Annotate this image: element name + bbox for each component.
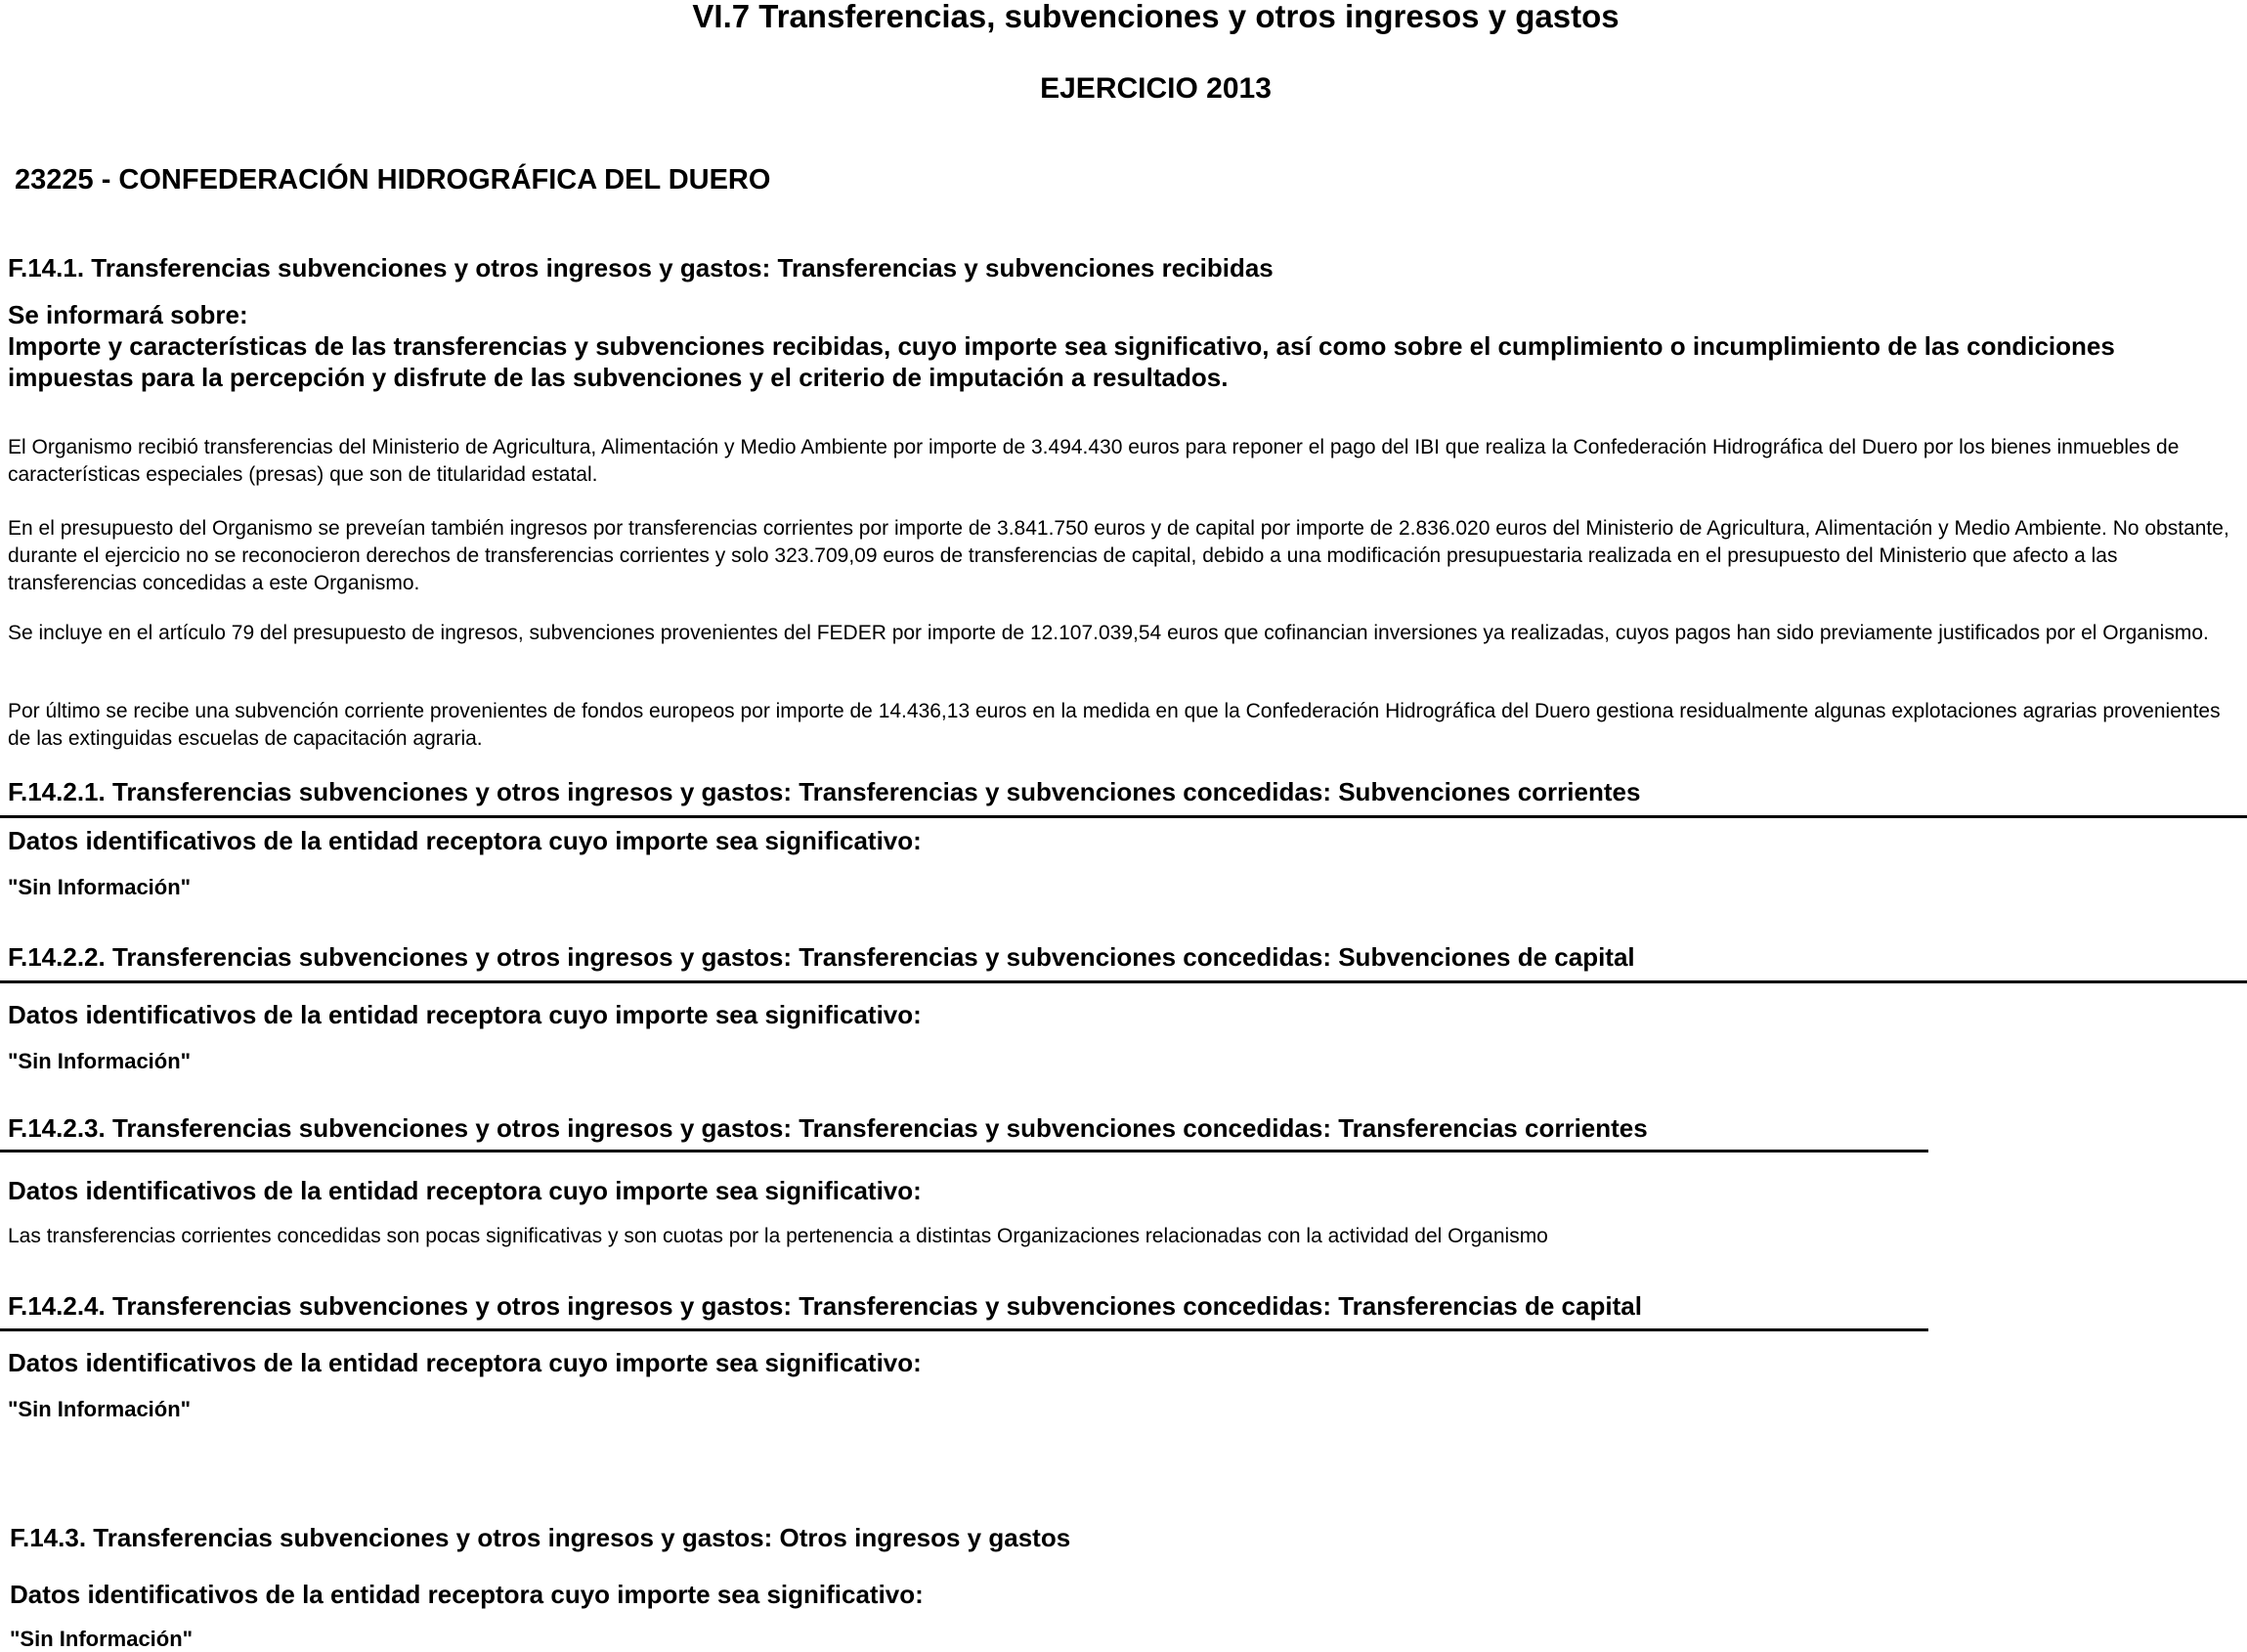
section-1-paragraph: En el presupuesto del Organismo se preveían también ingresos por transferencias corrientes por importe de 3.841.750 euros y de capital por importe de 2.836.020 euros del Ministerio de Agricultura, Alimentación y Medio Ambiente. No obstante, durante el ejercicio no se reconocieron derechos de transferencias corrientes y solo 323.709,09 euros de transferencias de capital, debido a una modificación presupuestaria realizada en el presupuesto del Ministerio que afecto a las transferencias concedidas a este Organismo. bbox=[8, 517, 2229, 594]
section-2-3-subheading: Datos identificativos de la entidad receptora cuyo importe sea significativo: bbox=[8, 1176, 922, 1205]
exercise-year: EJERCICIO 2013 bbox=[1040, 72, 1272, 105]
section-3-subheading: Datos identificativos de la entidad receptora cuyo importe sea significativo: bbox=[10, 1580, 924, 1609]
section-1-paragraph: El Organismo recibió transferencias del Ministerio de Agricultura, Alimentación y Medio Ambiente por importe de 3.494.430 euros para reponer el pago del IBI que realiza la Confederación Hidrográfica del Duero por los bienes inmuebles de características especiales (presas) que son de titularidad estatal. bbox=[8, 436, 2180, 486]
section-2-1-subheading: Datos identificativos de la entidad receptora cuyo importe sea significativo: bbox=[8, 826, 922, 855]
section-2-2-heading: F.14.2.2. Transferencias subvenciones y otros ingresos y gastos: Transferencias y subvenciones concedidas: Subvenciones de capital bbox=[8, 942, 1635, 972]
section-1-info-text: Importe y características de las transferencias y subvenciones recibidas, cuyo importe sea significativo, así como sobre el cumplimiento o incumplimiento de las condiciones impuestas para la percepción y disfrute de las subvenciones y el criterio de imputación a resultados. bbox=[8, 331, 2115, 392]
section-2-2-subheading: Datos identificativos de la entidad receptora cuyo importe sea significativo: bbox=[8, 1000, 922, 1029]
section-1-info-label: Se informará sobre: bbox=[8, 300, 248, 329]
section-2-3-body: Las transferencias corrientes concedidas son pocas significativas y son cuotas por la pertenencia a distintas Organizaciones relacionadas con la actividad del Organismo bbox=[8, 1225, 1548, 1247]
section-1-paragraph: Por último se recibe una subvención corriente provenientes de fondos europeos por importe de 14.436,13 euros en la medida en que la Confederación Hidrográfica del Duero gestiona residualmente algunas explotaciones agrarias provenientes de las extinguidas escuelas de capacitación agraria. bbox=[8, 700, 2221, 750]
section-2-4-body: "Sin Información" bbox=[8, 1397, 192, 1421]
page-title: VI.7 Transferencias, subvenciones y otros ingresos y gastos bbox=[692, 0, 1620, 34]
section-2-4-subheading: Datos identificativos de la entidad receptora cuyo importe sea significativo: bbox=[8, 1348, 922, 1377]
section-2-2-body: "Sin Información" bbox=[8, 1049, 192, 1073]
section-3-heading: F.14.3. Transferencias subvenciones y otros ingresos y gastos: Otros ingresos y gastos bbox=[10, 1523, 1071, 1552]
section-divider bbox=[0, 980, 2247, 983]
section-divider bbox=[0, 815, 2247, 818]
section-2-4-heading: F.14.2.4. Transferencias subvenciones y otros ingresos y gastos: Transferencias y subvenciones concedidas: Transferencias de capital bbox=[8, 1291, 1642, 1321]
section-2-1-heading: F.14.2.1. Transferencias subvenciones y otros ingresos y gastos: Transferencias y subvenciones concedidas: Subvenciones corrientes bbox=[8, 777, 1641, 806]
section-1-heading: F.14.1. Transferencias subvenciones y otros ingresos y gastos: Transferencias y subvenciones recibidas bbox=[8, 253, 1274, 283]
section-divider bbox=[0, 1328, 1928, 1331]
section-divider bbox=[0, 1150, 1928, 1152]
section-3-body: "Sin Información" bbox=[10, 1627, 194, 1651]
section-2-3-heading: F.14.2.3. Transferencias subvenciones y otros ingresos y gastos: Transferencias y subvenciones concedidas: Transferencias corrientes bbox=[8, 1113, 1648, 1143]
section-1-paragraph: Se incluye en el artículo 79 del presupuesto de ingresos, subvenciones provenientes del FEDER por importe de 12.107.039,54 euros que cofinancian inversiones ya realizadas, cuyos pagos han sido previamente justificados por el Organismo. bbox=[8, 622, 2209, 644]
entity-name: 23225 - CONFEDERACIÓN HIDROGRÁFICA DEL DUERO bbox=[15, 164, 771, 196]
section-2-1-body: "Sin Información" bbox=[8, 875, 192, 899]
